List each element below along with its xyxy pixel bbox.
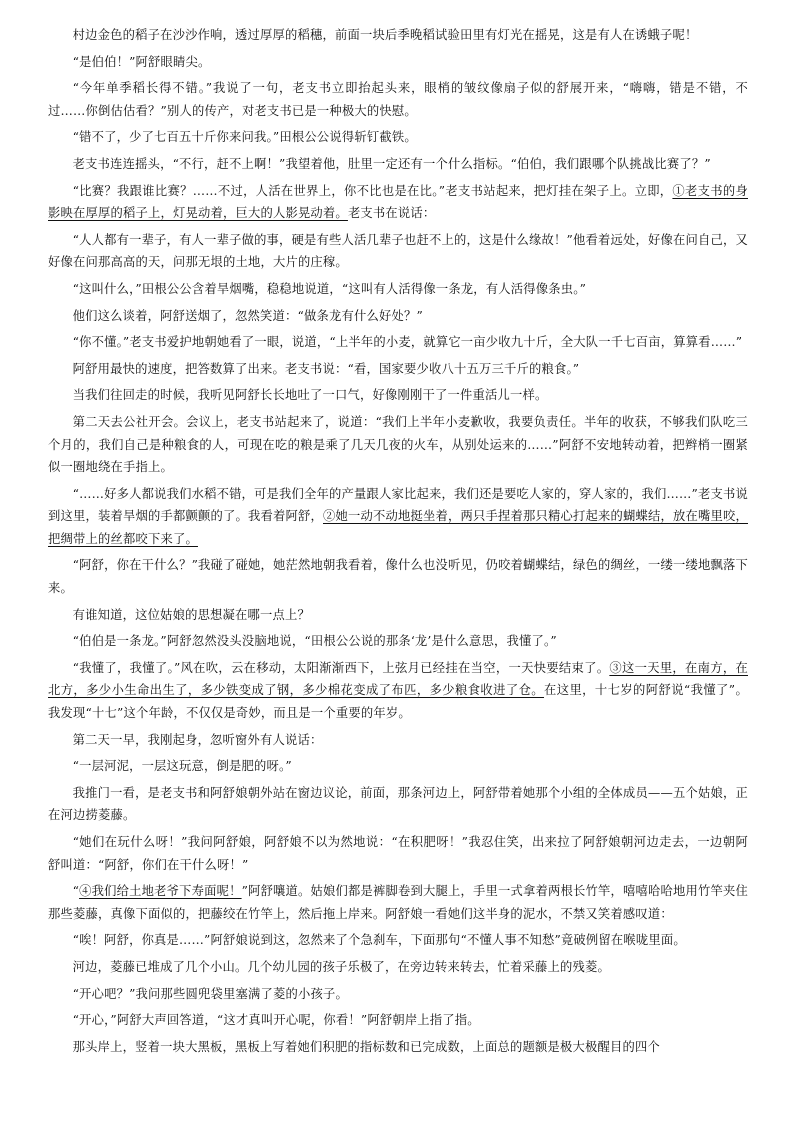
text-run: “她们在玩什么呀！”我问阿舒娘，阿舒娘不以为然地说：“在积肥呀！”我忍住笑，出来拉了阿舒娘朝河边走去，一边朝阿舒叫道：“阿舒，你们在干什么呀！” (48, 835, 748, 872)
paragraph (48, 630, 748, 653)
paragraph (48, 77, 748, 122)
underlined-sentence: ①老支书的身影映在厚厚的稻子上，灯晃动着，巨大的人影晃动着。 (48, 183, 748, 221)
text-run: “一层河泥，一层这玩意，倒是肥的呀。” (72, 759, 292, 774)
text-run: “唉！阿舒，你真是……”阿舒娘说到这，忽然来了个急刹车，下面那句“不懂人事不知愁”竟破例留在喉咙里面。 (72, 933, 686, 948)
paragraph (48, 1009, 748, 1032)
paragraph (48, 331, 748, 354)
text-run: “人人都有一辈子，有人一辈子做的事，硬是有些人活几辈子也赶不上的，这是什么缘故！”他看着远处，好像在问自己，又好像在问那高高的天，问那无垠的土地，大片的庄稼。 (48, 232, 748, 270)
text-run: 阿舒用最快的速度，把答数算了出来。老支书说：“看，国家要少收八十五万三千斤的粮食。” (72, 361, 580, 376)
text-run: 有谁知道，这位姑娘的思想凝在哪一点上？ (72, 607, 311, 622)
text-run: 我推门一看，是老支书和阿舒娘朝外站在窗边议论，前面，那条河边上，阿舒带着她那个小组的全体成员——五个姑娘，正在河边捞菱藤。 (48, 785, 748, 823)
paragraph (48, 929, 748, 952)
paragraph (48, 229, 748, 274)
underlined-sentence: ④我们给土地老爷下寿面呢！ (79, 884, 242, 899)
text-run: “错不了，少了七百五十斤你来问我。”田根公公说得斩钉截铁。 (72, 130, 417, 145)
text-run: “ (72, 884, 80, 899)
underlined-sentence: ②她一动不动地挺坐着，两只手捏着那只精心打起来的蝴蝶结，放在嘴里咬，把绸带上的丝都咬下来了。 (48, 509, 748, 546)
paragraph (48, 24, 748, 47)
paragraph (48, 831, 748, 876)
text-run: 老支书在说话： (347, 206, 436, 221)
paragraph (48, 956, 748, 979)
paragraph (48, 51, 748, 74)
text-run: 第二天去公社开会。会议上，老支书站起来了，说道：“我们上半年小麦歉收，我要负责任。半年的收获，不够我们队吃三个月的，我们自己是种粮食的人，可现在吃的粮是乘了几天几夜的火车，从别处运来的……”阿舒不安地转动着，把辫梢一圈紧似一圈地绕在手指上。 (48, 414, 748, 475)
text-run: “我懂了，我懂了。”风在吹，云在移动，太阳渐渐西下，上弦月已经挂在当空，一天快要结束了。 (72, 660, 610, 675)
text-run: “比赛？我跟谁比赛？……不过，人活在世界上，你不比也是在比。”老支书站起来，把灯挂在架子上。立即， (72, 183, 673, 198)
paragraph (48, 554, 748, 599)
text-run: 他们这么谈着，阿舒送烟了，忽然笑道：“做条龙有什么好处？” (72, 308, 423, 323)
text-run: 在这里，十七岁的阿舒说“我懂了”。我发现“十七”这个年龄，不仅仅是奇妙，而且是一个重要的年岁。 (48, 683, 748, 721)
paragraph (48, 180, 748, 225)
text-run: “……好多人都说我们水稻不错，可是我们全年的产量跟人家比起来，我们还是要吃人家的，穿人家的，我们……”老支书说到这里，装着旱烟的手都颤颤的了。我看着阿舒， (48, 486, 748, 524)
text-run: 村边金色的稻子在沙沙作响，透过厚厚的稻穗，前面一块后季晚稻试验田里有灯光在摇晃，这是有人在诱蛾子呢！ (72, 28, 698, 42)
text-run: 当我们往回走的时候，我听见阿舒长长地吐了一口气，好像刚刚干了一件重活儿一样。 (72, 388, 548, 403)
paragraph (48, 358, 748, 381)
text-run: 那头岸上，竖着一块大黑板，黑板上写着她们积肥的指标数和已完成数，上面总的题额是极大极醒目的四个 (72, 1039, 660, 1054)
paragraph (48, 604, 748, 627)
paragraph (48, 483, 748, 551)
text-run: 河边，菱藤已堆成了几个小山。几个幼儿园的孩子乐极了，在旁边转来转去，忙着采藤上的残菱。 (72, 959, 610, 974)
text-run: “这叫什么，”田根公公含着旱烟嘴，稳稳地说道，“这叫有人活得像一条龙，有人活得像条虫。” (72, 281, 587, 296)
paragraph (48, 384, 748, 407)
paragraph (48, 1036, 748, 1059)
text-run: 第二天一早，我刚起身，忽听窗外有人说话： (72, 732, 323, 747)
text-run: ”阿舒嚷道。姑娘们都是裤脚卷到大腿上，手里一式拿着两根长竹竿，嘻嘻哈哈地用竹竿夹住那些菱藤，真像下面似的，把藤绞在竹竿上，然后拖上岸来。阿舒娘一看她们这半身的泥水，不禁又笑着感叹道： (48, 884, 748, 921)
text-run: “阿舒，你在干什么？”我碰了碰她，她茫然地朝我看着，像什么也没听见，仍咬着蝴蝶结，绿色的绸丝，一缕一缕地飘落下来。 (48, 558, 748, 596)
paragraph (48, 126, 748, 149)
text-run: “开心吧？”我问那些圆兜袋里塞满了菱的小孩子。 (72, 986, 349, 1001)
paragraph (48, 880, 748, 925)
paragraph (48, 782, 748, 827)
text-run: “开心，”阿舒大声回答道，“这才真叫开心呢，你看！”阿舒朝岸上指了指。 (72, 1013, 480, 1028)
paragraph (48, 278, 748, 301)
text-run: “是伯伯！”阿舒眼睛尖。 (72, 54, 211, 69)
text-run: 老支书连连摇头，“不行，赶不上啊！”我望着他，肚里一定还有一个什么指标。“伯伯，我们跟哪个队挑战比赛了？” (72, 156, 711, 171)
paragraph (48, 305, 748, 328)
paragraph (48, 657, 748, 725)
paragraph (48, 153, 748, 176)
paragraph (48, 755, 748, 778)
text-run: “伯伯是一条龙。”阿舒忽然没头没脑地说，“田根公公说的那条‘龙’是什么意思，我懂了。” (72, 634, 557, 649)
paragraph (48, 729, 748, 752)
paragraph (48, 411, 748, 479)
text-run: “你不懂。”老支书爱护地朝她看了一眼，说道，“上半年的小麦，就算它一亩少收九十斤，全大队一千七百亩，算算看……” (72, 335, 743, 350)
underlined-sentence: ③这一天里，在南方，在北方，多少小生命出生了，多少铁变成了钢，多少棉花变成了布匹，多少粮食收进了仓。 (48, 660, 748, 698)
article-body (48, 24, 748, 1058)
text-run: “今年单季稻长得不错。”我说了一句，老支书立即抬起头来，眼梢的皱纹像扇子似的舒展开来，“嗨嗨，错是不错，不过……你倒估估看？”别人的传产，对老支书已是一种极大的快慰。 (48, 81, 748, 118)
paragraph (48, 983, 748, 1006)
